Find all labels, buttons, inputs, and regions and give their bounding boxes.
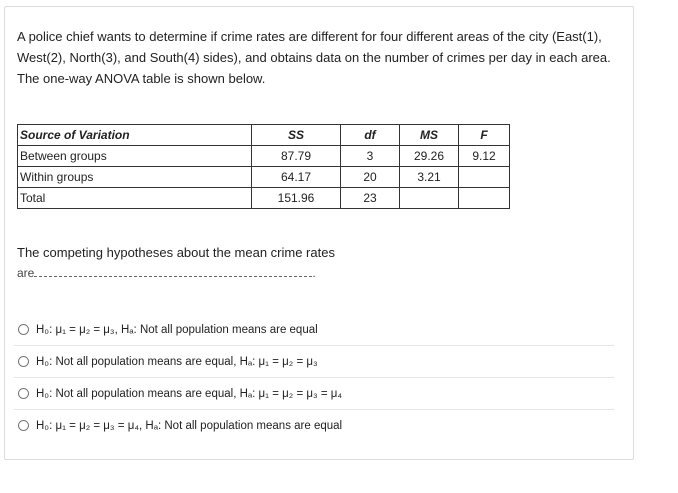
question-prompt: A police chief wants to determine if crime rates are different for four different areas of the city (East(1), West(2), North(3), and South(4) sides), and obtains data on the number of crimes per day in each area. The one-way ANOVA table is shown below.: [17, 29, 611, 86]
row-within-ss: 64.17: [252, 167, 341, 188]
row-total-ms: [400, 188, 459, 209]
header-df: df: [341, 125, 400, 146]
answer-option-label: H₀: Not all population means are equal, Hₐ: μ₁ = μ₂ = μ₃: [36, 355, 318, 368]
anova-header-row: [18, 125, 510, 146]
row-total-ss: 151.96: [252, 188, 341, 209]
row-total-source: Total: [18, 188, 252, 209]
row-within-f: [459, 167, 510, 188]
row-within-ms: 3.21: [400, 167, 459, 188]
table-row: [18, 146, 510, 167]
header-source: Source of Variation: [18, 125, 252, 146]
answer-option-label: H₀: μ₁ = μ₂ = μ₃ = μ₄, Hₐ: Not all population means are equal: [36, 419, 343, 432]
row-between-f: 9.12: [459, 146, 510, 167]
anova-table: [17, 124, 510, 209]
radio-button-icon[interactable]: [18, 388, 29, 399]
table-row: [18, 188, 510, 209]
row-between-df: 3: [341, 146, 400, 167]
header-f: F: [459, 125, 510, 146]
table-row: [18, 167, 510, 188]
answer-option[interactable]: [14, 346, 614, 378]
blank-dash: [34, 266, 312, 277]
answer-option[interactable]: [14, 378, 614, 410]
header-ms: MS: [400, 125, 459, 146]
answer-option-label: H₀: Not all population means are equal, Hₐ: μ₁ = μ₂ = μ₃ = μ₄: [36, 387, 343, 400]
row-total-f: [459, 188, 510, 209]
row-within-source: Within groups: [18, 167, 252, 188]
answer-option[interactable]: [14, 410, 614, 441]
answer-options: [14, 314, 614, 441]
radio-button-icon[interactable]: [18, 324, 29, 335]
radio-button-icon[interactable]: [18, 420, 29, 431]
row-total-df: 23: [341, 188, 400, 209]
fill-in-blank: [17, 266, 316, 280]
header-ss: SS: [252, 125, 341, 146]
row-between-source: Between groups: [18, 146, 252, 167]
row-within-df: 20: [341, 167, 400, 188]
fill-in-label: The competing hypotheses about the mean crime rates: [17, 245, 335, 260]
answer-option-label: H₀: μ₁ = μ₂ = μ₃, Hₐ: Not all population means are equal: [36, 323, 318, 336]
row-between-ms: 29.26: [400, 146, 459, 167]
radio-button-icon[interactable]: [18, 356, 29, 367]
fill-in-suffix: .: [312, 266, 316, 280]
fill-in-prefix: are: [17, 266, 35, 280]
answer-option[interactable]: [14, 314, 614, 346]
row-between-ss: 87.79: [252, 146, 341, 167]
